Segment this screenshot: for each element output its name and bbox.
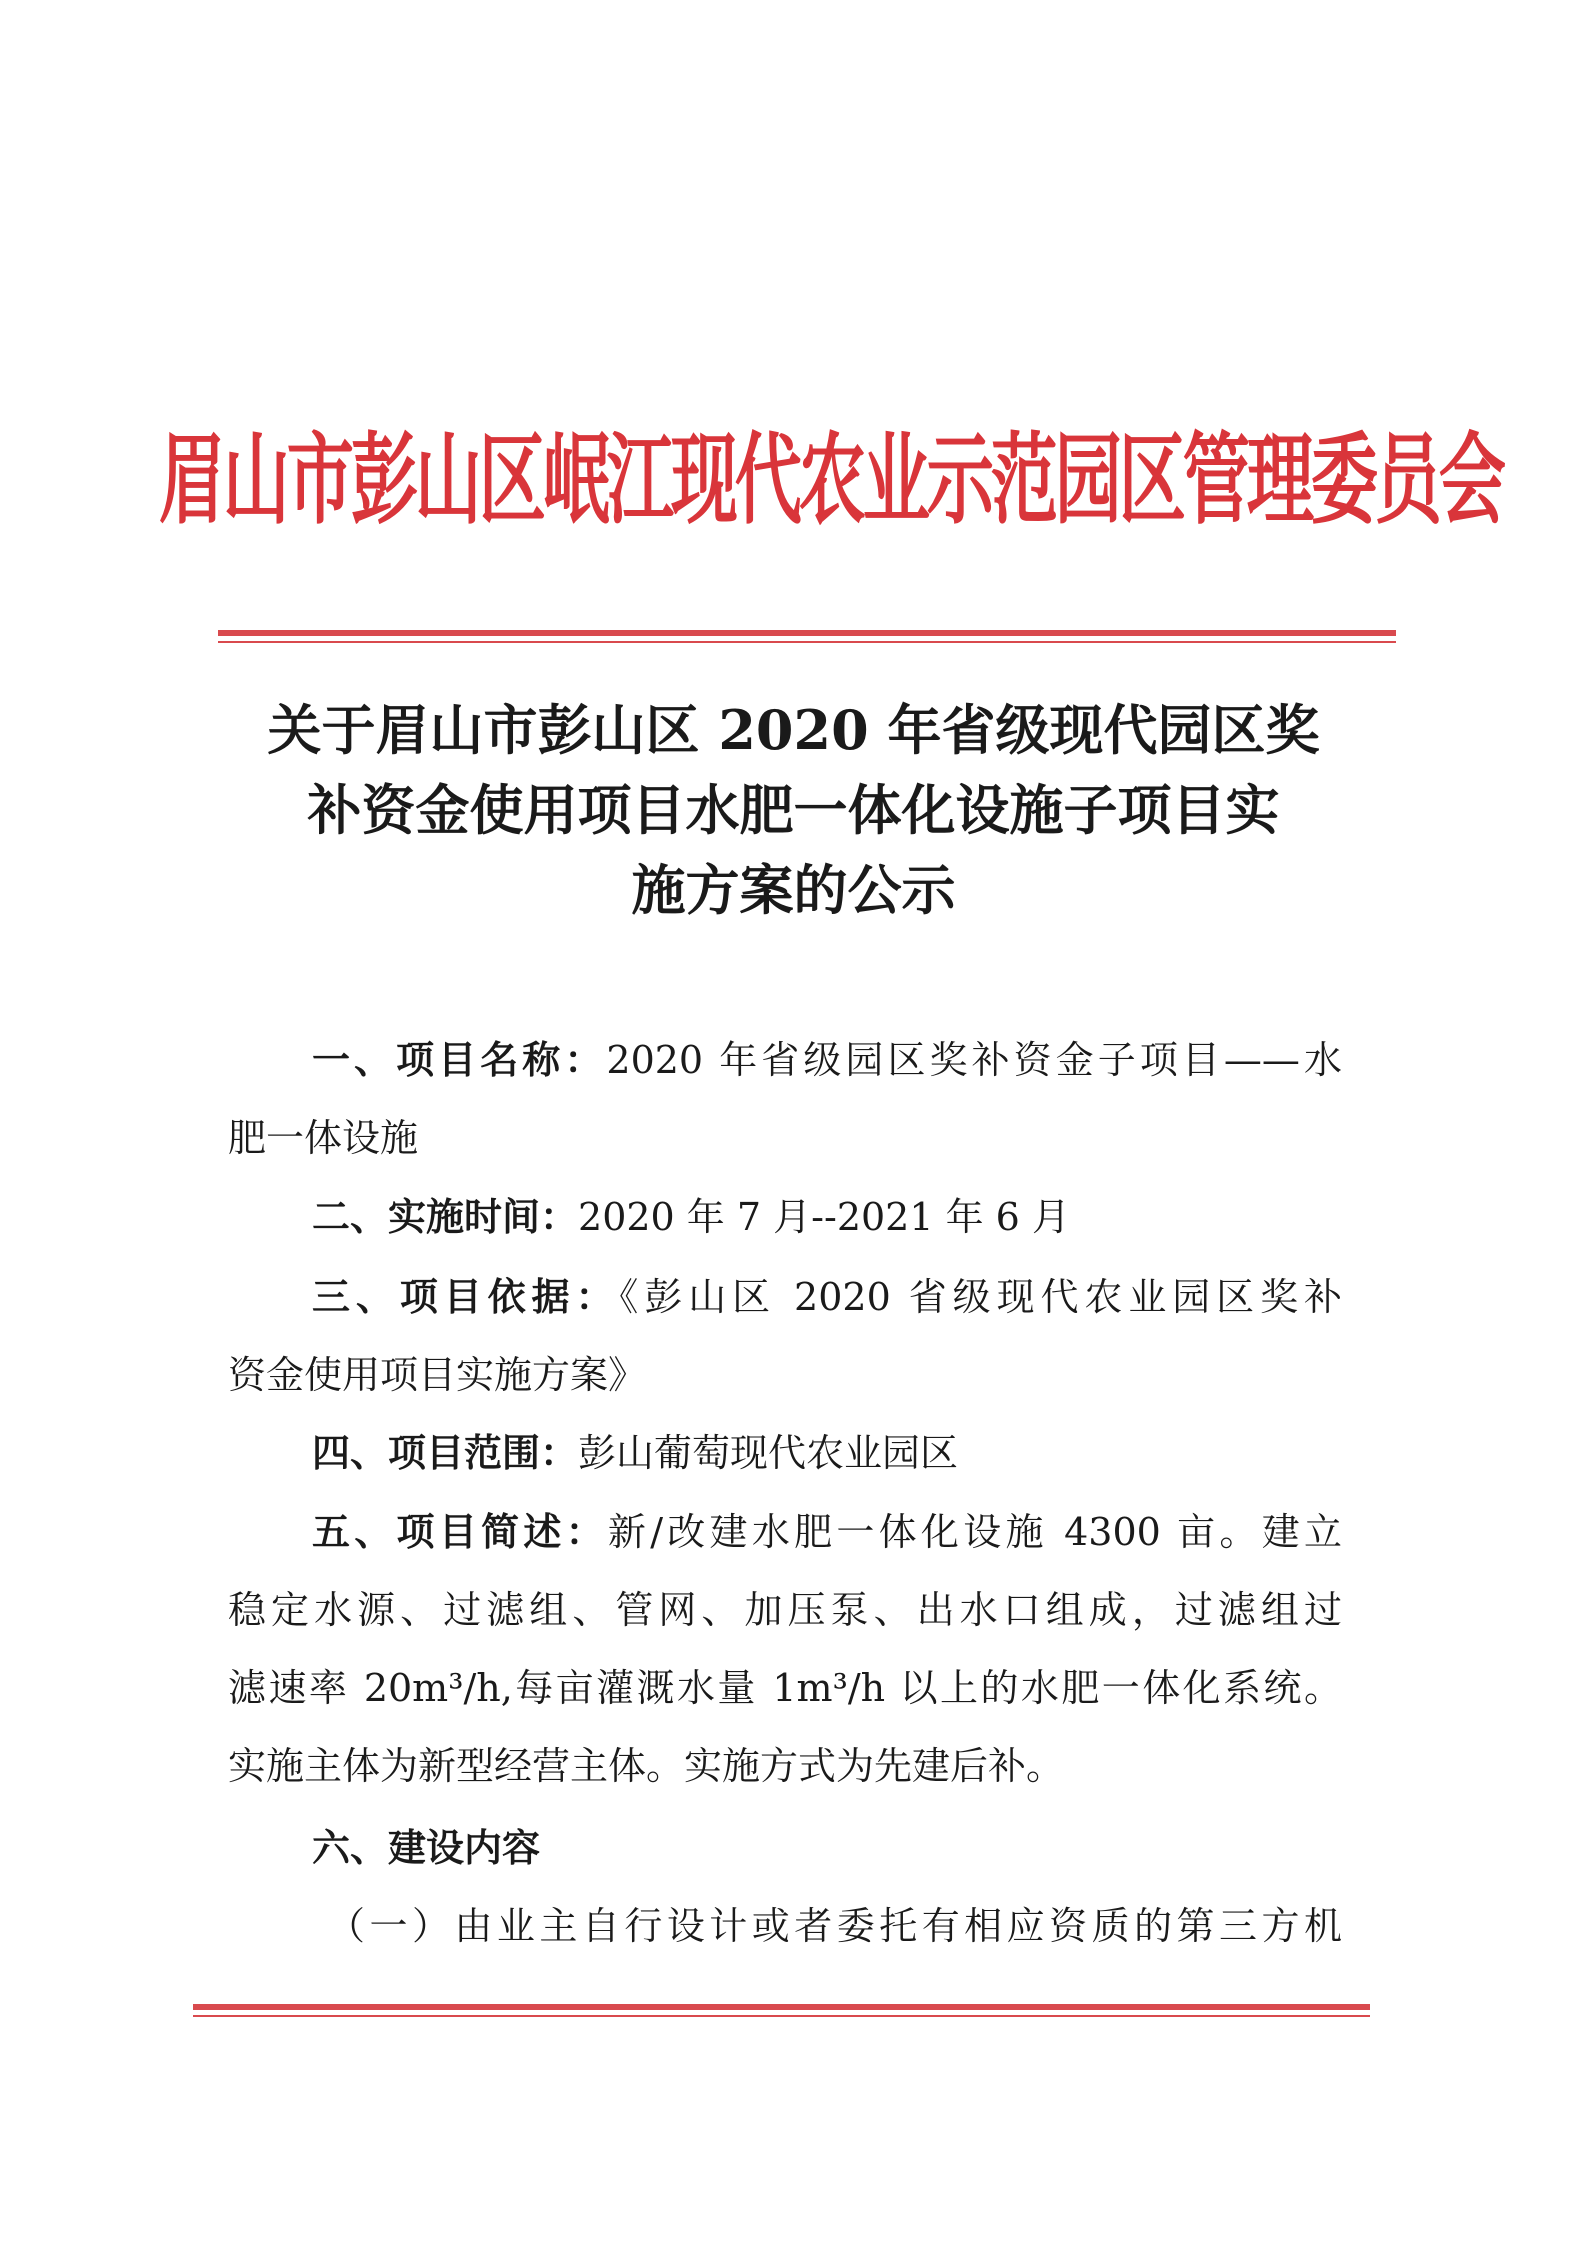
section-text: 新/改建水肥一体化设施 4300 亩。建立 bbox=[607, 1510, 1342, 1554]
issuing-org-header: 眉山市彭山区岷江现代农业示范园区管理委员会 bbox=[158, 421, 1503, 538]
section-line bbox=[228, 1433, 1342, 1473]
footer-rule-thick bbox=[193, 2004, 1370, 2010]
header-rule-thin bbox=[218, 641, 1396, 643]
section-project-scope bbox=[228, 1433, 1342, 1473]
section-label: 五、项目简述： bbox=[312, 1510, 608, 1554]
section-text: 实施主体为新型经营主体。实施方式为先建后补。 bbox=[228, 1744, 1065, 1788]
section-project-summary bbox=[228, 1512, 1342, 1786]
section-line bbox=[228, 1197, 1342, 1237]
section-label: 四、项目范围： bbox=[312, 1431, 579, 1475]
section-text: 肥一体设施 bbox=[228, 1116, 419, 1160]
subsection-line bbox=[228, 1906, 1342, 1946]
section-label: 一、项目名称： bbox=[312, 1038, 607, 1082]
section-line bbox=[228, 1355, 1342, 1395]
subsection-1 bbox=[228, 1906, 1342, 1946]
footer-rule-thin bbox=[193, 2015, 1370, 2017]
section-project-name bbox=[228, 1040, 1342, 1158]
section-line bbox=[228, 1746, 1342, 1786]
section-implementation-time bbox=[228, 1197, 1342, 1237]
section-text: 彭山葡萄现代农业园区 bbox=[578, 1431, 959, 1475]
section-line bbox=[228, 1040, 1342, 1080]
title-line-2: 补资金使用项目水肥一体化设施子项目实 bbox=[307, 778, 1280, 842]
section-line bbox=[228, 1590, 1342, 1630]
subsection-text: （一）由业主自行设计或者委托有相应资质的第三方机 bbox=[327, 1904, 1342, 1948]
header-rule-thick bbox=[218, 630, 1396, 636]
section-label: 六、建设内容 bbox=[312, 1826, 541, 1870]
section-construction-content bbox=[228, 1828, 1342, 1868]
title-line-3: 施方案的公示 bbox=[631, 858, 956, 922]
section-label: 二、实施时间： bbox=[312, 1195, 579, 1239]
section-text: 《彭山区 2020 省级现代农业园区奖补 bbox=[619, 1275, 1342, 1319]
section-text: 2020 年 7 月--2021 年 6 月 bbox=[578, 1195, 1070, 1239]
section-line bbox=[228, 1118, 1342, 1158]
section-line bbox=[228, 1277, 1342, 1317]
section-line bbox=[228, 1512, 1342, 1552]
section-text: 2020 年省级园区奖补资金子项目——水 bbox=[606, 1038, 1342, 1082]
section-project-basis bbox=[228, 1277, 1342, 1395]
section-text: 稳定水源、过滤组、管网、加压泵、出水口组成，过滤组过 bbox=[228, 1588, 1342, 1632]
section-text: 资金使用项目实施方案》 bbox=[228, 1353, 647, 1397]
section-line bbox=[228, 1668, 1342, 1708]
section-text: 滤速率 20m³/h,每亩灌溉水量 1m³/h 以上的水肥一体化系统。 bbox=[228, 1666, 1342, 1710]
document-title bbox=[180, 690, 1407, 930]
title-line-1: 关于眉山市彭山区 2020 年省级现代园区奖 bbox=[267, 698, 1320, 762]
section-line bbox=[228, 1828, 1342, 1868]
section-label: 三、项目依据： bbox=[312, 1275, 620, 1319]
